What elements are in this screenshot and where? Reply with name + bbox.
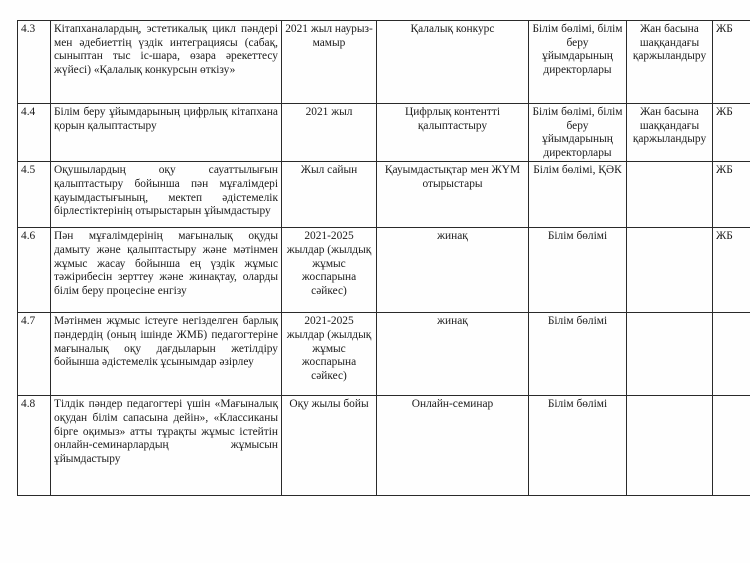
action-plan-table (17, 20, 750, 496)
financing: Жан басына шаққандағы қаржыландыру (627, 21, 713, 104)
completion-form: жинақ (377, 313, 529, 396)
table-row (18, 104, 750, 162)
task-description: Пән мұғалімдерінің мағыналық оқуды дамыту және қалыптастыру және мәтінмен жұмыс жасау бойынша ең үздік жұмыс тәжірибесін зерттеу және жинақтау, оларды білім беру процесіне енгізу (51, 228, 282, 313)
deadline: 2021-2025 жылдар (жылдық жұмыс жоспарына сәйкес) (282, 228, 377, 313)
task-description: Мәтінмен жұмыс істеуге негізделген барлық пәндердің (оның ішінде ЖМБ) педагогтеріне мағыналық оқу дағдыларын жетілдіру бойынша әдістемелік ұсынымдар әзірлеу (51, 313, 282, 396)
row-number: 4.3 (18, 21, 51, 104)
responsible: Білім бөлімі (529, 396, 627, 496)
funding-source (713, 313, 750, 396)
task-description: Білім беру ұйымдарының цифрлық кітапхана қорын қалыптастыру (51, 104, 282, 162)
table-row (18, 313, 750, 396)
row-number: 4.6 (18, 228, 51, 313)
funding-source: ЖБ (713, 162, 750, 228)
deadline: 2021-2025 жылдар (жылдық жұмыс жоспарына сәйкес) (282, 313, 377, 396)
completion-form: жинақ (377, 228, 529, 313)
completion-form: Цифрлық контентті қалыптастыру (377, 104, 529, 162)
row-number: 4.5 (18, 162, 51, 228)
task-description: Оқушылардың оқу сауаттылығын қалыптастыру бойынша пән мұғалімдері қауымдастығының, мектеп әдістемелік бірлестіктерінің отырыстарын ұйымдастыру (51, 162, 282, 228)
completion-form: Қауымдастықтар мен ЖҮМ отырыстары (377, 162, 529, 228)
funding-source (713, 396, 750, 496)
financing (627, 313, 713, 396)
table-row (18, 21, 750, 104)
row-number: 4.4 (18, 104, 51, 162)
row-number: 4.7 (18, 313, 51, 396)
table-row (18, 396, 750, 496)
responsible: Білім бөлімі, білім беру ұйымдарының директорлары (529, 104, 627, 162)
responsible: Білім бөлімі (529, 313, 627, 396)
funding-source: ЖБ (713, 104, 750, 162)
deadline: 2021 жыл наурыз-мамыр (282, 21, 377, 104)
table-row (18, 162, 750, 228)
task-description: Кітапханалардың, эстетикалық цикл пәндері мен әдебиеттің үздік интеграциясы (сабақ, сыныптан тыс іс-шара, өзара әрекеттесу жүйесі) «Қалалық конкурсын өткізу» (51, 21, 282, 104)
funding-source: ЖБ (713, 228, 750, 313)
financing: Жан басына шаққандағы қаржыландыру (627, 104, 713, 162)
financing (627, 228, 713, 313)
responsible: Білім бөлімі, ҚӘК (529, 162, 627, 228)
deadline: Оқу жылы бойы (282, 396, 377, 496)
deadline: 2021 жыл (282, 104, 377, 162)
financing (627, 396, 713, 496)
task-description: Тілдік пәндер педагогтері үшін «Мағыналық оқудан білім сапасына дейін», «Классиканы бірге оқимыз» атты тұрақты жұмыс істейтін онлайн-семинарлардың жұмысын ұйымдастыру (51, 396, 282, 496)
completion-form: Қалалық конкурс (377, 21, 529, 104)
responsible: Білім бөлімі, білім беру ұйымдарының директорлары (529, 21, 627, 104)
deadline: Жыл сайын (282, 162, 377, 228)
row-number: 4.8 (18, 396, 51, 496)
funding-source: ЖБ (713, 21, 750, 104)
table-row (18, 228, 750, 313)
responsible: Білім бөлімі (529, 228, 627, 313)
financing (627, 162, 713, 228)
completion-form: Онлайн-семинар (377, 396, 529, 496)
